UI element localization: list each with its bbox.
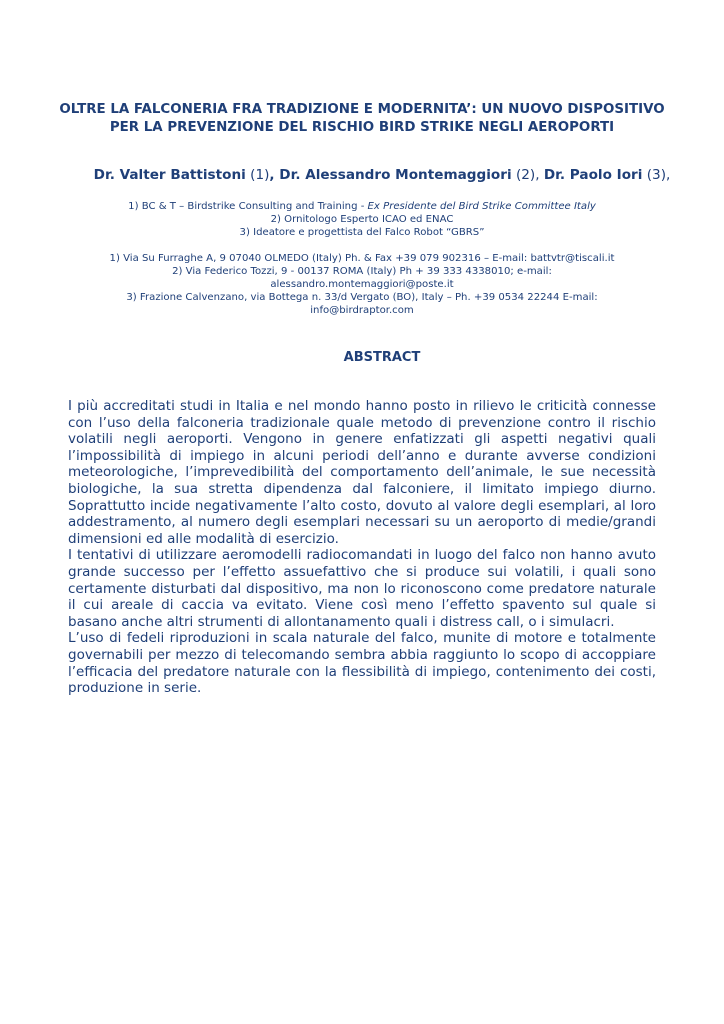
address-3: 3) Frazione Calvenzano, via Bottega n. 33/d Vergato (BO), Italy – Ph. +39 0534 22244 E-mail: xyxy=(126,292,598,303)
abstract-paragraph-2: I tentativi di utilizzare aeromodelli radiocomandati in luogo del falco non hanno avuto grande successo per l’effetto assuefattivo che si produce sui volatili, i quali sono certamente disturbati dal dispositivo, ma non lo riconoscono come predatore naturale il cui areale di caccia va evitato. Viene così meno l’effetto spavento sul quale si basano anche altri strumenti di allontanamento quali i distress call, o i simulacri. xyxy=(68,547,656,630)
role-3: 3) Ideatore e progettista del Falco Robot “GBRS” xyxy=(239,227,485,238)
author-1-ref: (1) xyxy=(245,167,270,183)
role-1-italic: Ex Presidente del Bird Strike Committee Italy xyxy=(367,201,596,212)
author-roles xyxy=(40,200,684,239)
author-3-ref: (3), xyxy=(642,167,671,183)
role-2: 2) Ornitologo Esperto ICAO ed ENAC xyxy=(270,214,454,225)
role-1-text: 1) BC & T – Birdstrike Consulting and Training - xyxy=(128,201,368,212)
author-line xyxy=(0,166,724,184)
author-addresses xyxy=(40,252,684,317)
abstract-heading: ABSTRACT xyxy=(343,350,421,365)
role-1 xyxy=(40,200,684,213)
title-line-2: PER LA PREVENZIONE DEL RISCHIO BIRD STRIKE NEGLI AEROPORTI xyxy=(109,120,615,135)
abstract-paragraph-1: I più accreditati studi in Italia e nel mondo hanno posto in rilievo le criticità connesse con l’uso della falconeria tradizionale quale metodo di prevenzione contro il rischio volatili negli aeroporti. Vengono in genere enfatizzati gli aspetti negativi quali l’impossibilità di impiego in alcuni periodi dell’anno e durante avverse condizioni meteorologiche, l’imprevedibilità del comportamento dell’animale, le sue necessità biologiche, la sua stretta dipendenza dal falconiere, il limitato impiego diurno. Soprattutto incide negativamente l’alto costo, dovuto al valore degli esemplari, al loro addestramento, al numero degli esemplari necessari su un aeroporto di medie/grandi dimensioni ed alle modalità di esercizio. xyxy=(68,398,656,547)
address-2-email: alessandro.montemaggiori@poste.it xyxy=(270,279,454,290)
paper-title xyxy=(40,101,684,137)
author-1-name: Dr. Valter Battistoni xyxy=(93,167,246,183)
author-3-name: Dr. Paolo Iori xyxy=(543,167,643,183)
address-3-email: info@birdraptor.com xyxy=(310,305,414,316)
abstract-body xyxy=(68,398,656,697)
abstract-paragraph-3: L’uso di fedeli riproduzioni in scala naturale del falco, munite di motore e totalmente governabili per mezzo di telecomando sembra abbia raggiunto lo scopo di accoppiare l’efficacia del predatore naturale con la flessibilità di impiego, contenimento dei costi, produzione in serie. xyxy=(68,630,656,697)
author-2-name: , Dr. Alessandro Montemaggiori xyxy=(269,167,512,183)
address-2: 2) Via Federico Tozzi, 9 - 00137 ROMA (Italy) Ph + 39 333 4338010; e-mail: xyxy=(172,266,552,277)
address-1: 1) Via Su Furraghe A, 9 07040 OLMEDO (Italy) Ph. & Fax +39 079 902316 – E-mail: battvtr@tiscali.it xyxy=(109,253,615,264)
author-2-ref: (2), xyxy=(511,167,544,183)
title-line-1: OLTRE LA FALCONERIA FRA TRADIZIONE E MODERNITA’: UN NUOVO DISPOSITIVO xyxy=(59,102,665,117)
